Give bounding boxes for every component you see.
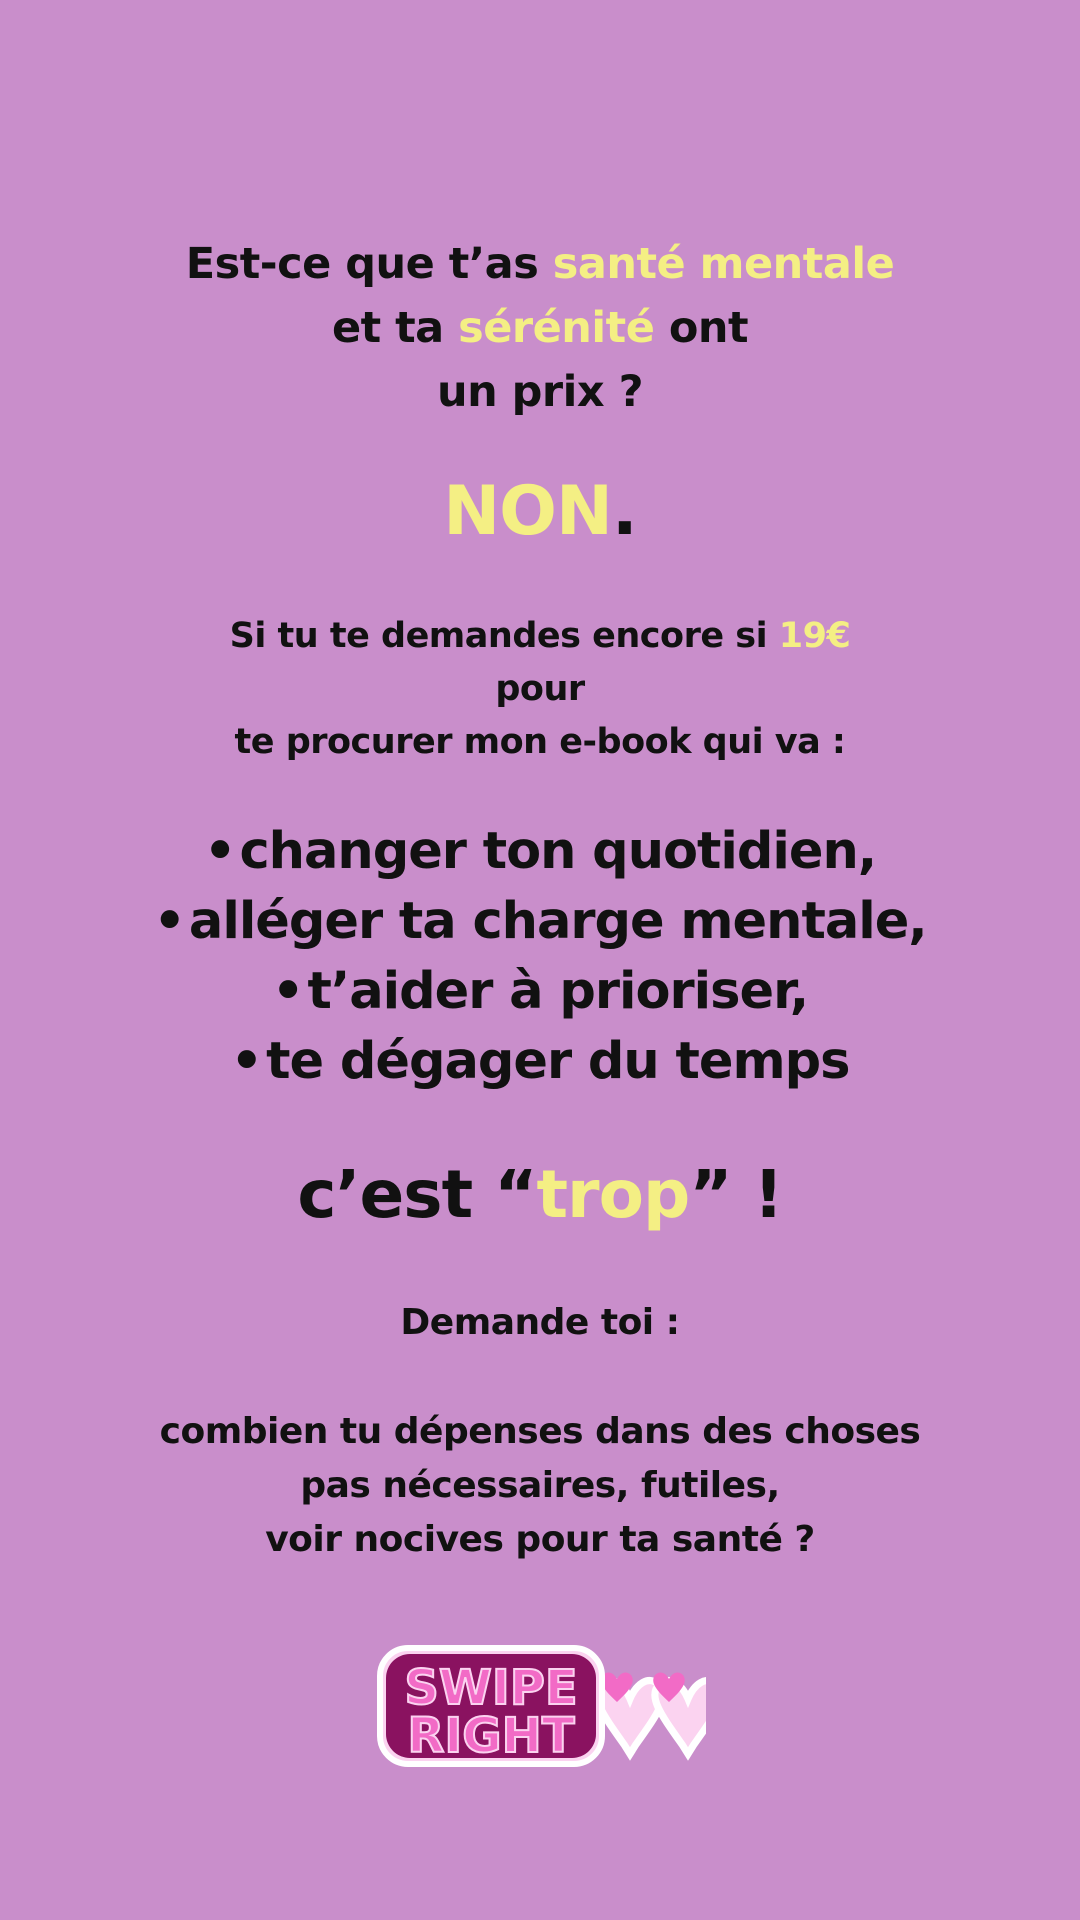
headline (0, 232, 1080, 424)
price-question (0, 610, 1080, 769)
benefits-list (0, 817, 1080, 1097)
benefit-text: t’aider à prioriser, (307, 962, 809, 1021)
answer-word: NON (443, 472, 612, 551)
bullet-icon: • (153, 892, 185, 951)
bullet-icon: • (203, 822, 236, 881)
reflection-line-3: voir nocives pour ta santé ? (265, 1519, 815, 1560)
benefit-text: changer ton quotidien, (239, 822, 877, 881)
question-line-3: te procurer mon e-book qui va : (234, 722, 846, 762)
headline-text: Est-ce que t’as (185, 239, 553, 289)
headline-line-3: un prix ? (436, 367, 644, 417)
benefit-text: te dégager du temps (266, 1032, 850, 1091)
benefit-item (0, 957, 1080, 1027)
benefit-text: alléger ta charge mentale, (188, 892, 927, 951)
cest-text: ” ! (689, 1156, 783, 1233)
swipe-right-logo (374, 1640, 706, 1770)
answer-punct: . (611, 472, 637, 551)
logo-line-2: RIGHT (407, 1708, 575, 1764)
logo-line-1: SWIPE (404, 1660, 578, 1716)
benefit-item (0, 887, 1080, 957)
cest-text: c’est “ (297, 1156, 537, 1233)
reflection-line-2: pas nécessaires, futiles, (300, 1465, 780, 1506)
reflection-line-1: combien tu dépenses dans des choses (159, 1411, 921, 1452)
headline-text: ont (654, 303, 749, 353)
reflection-question (0, 1405, 1080, 1567)
question-line-1 (0, 610, 1080, 663)
benefit-item (0, 1027, 1080, 1097)
highlight-serenite: sérénité (458, 303, 655, 353)
highlight-sante-mentale: santé mentale (552, 239, 895, 289)
hearts-icon (597, 1672, 706, 1754)
bullet-icon: • (271, 962, 304, 1021)
headline-text: et ta (331, 303, 459, 353)
cest-trop-statement (0, 1155, 1080, 1235)
demande-heading: Demande toi : (400, 1302, 680, 1343)
bullet-icon: • (230, 1032, 263, 1091)
price-highlight: 19€ (778, 616, 851, 656)
headline-line-2 (0, 296, 1080, 360)
benefit-item (0, 817, 1080, 887)
trop-highlight: trop (536, 1156, 690, 1233)
headline-line-1 (0, 232, 1080, 296)
answer-non (0, 472, 1080, 552)
question-text: Si tu te demandes encore si (229, 616, 779, 656)
question-line-2: pour (495, 669, 585, 709)
